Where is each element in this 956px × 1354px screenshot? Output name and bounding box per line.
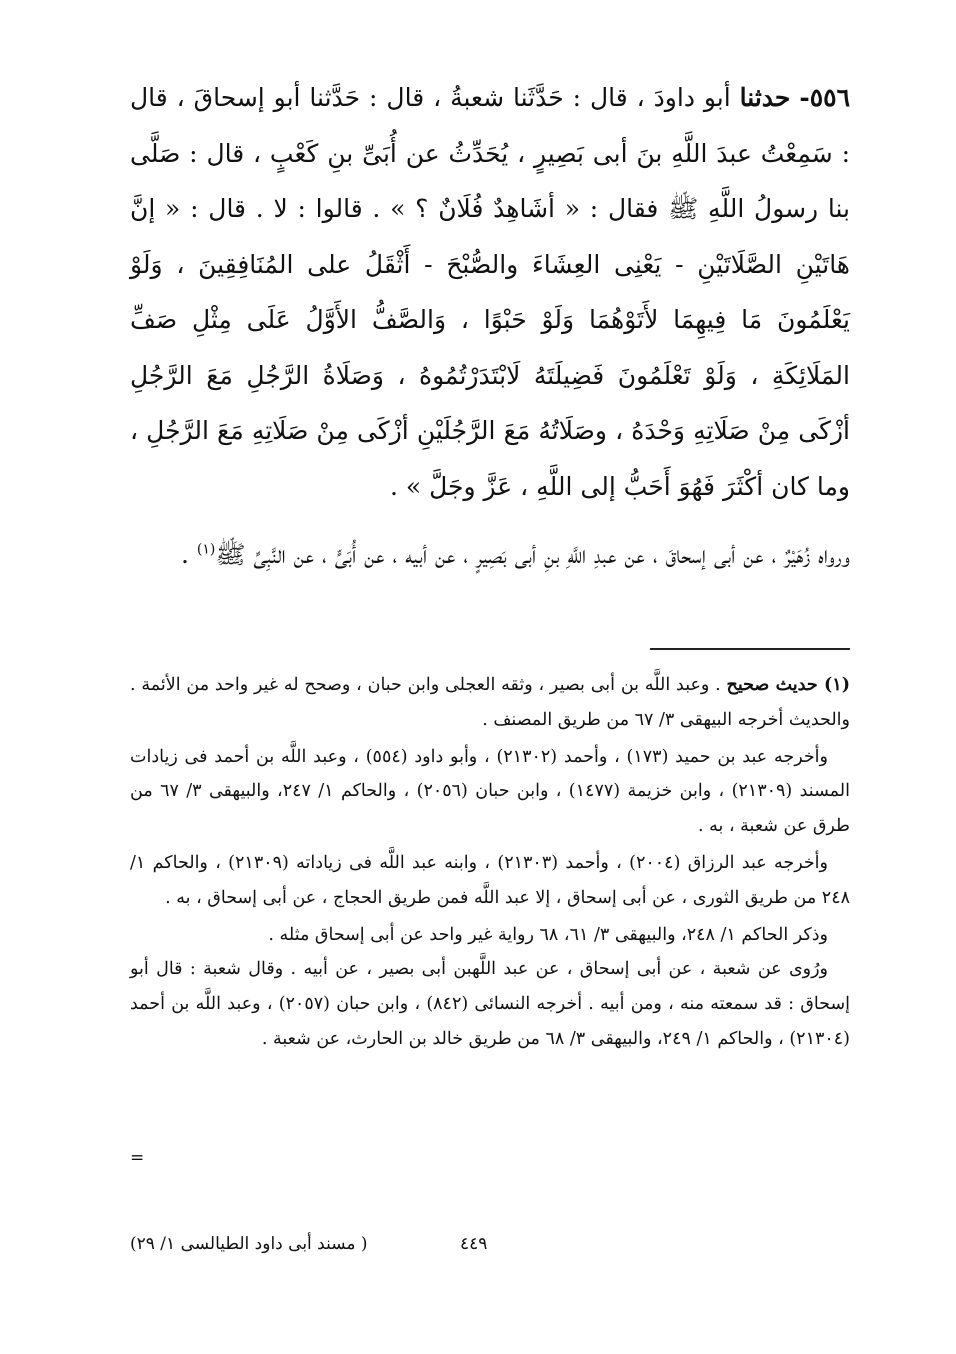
- footnote-1: [130, 668, 850, 738]
- riwaya-text: ورواه زُهَيْرٌ ، عن أبى إسحاقَ ، عن عبدِ اللَّهِ بنِ أبى بَصِيرٍ ، عن أبيه ، عن أُبَىٍّ ، عن النَّبِىِّ ﷺ: [215, 540, 850, 569]
- footnote-paragraph-5: ورُوى عن شعبة ، عن أبى إسحاق ، عن عبد اللَّهبن أبى بصير ، عن أبيه . وقال شعبة : قال أبو إسحاق : قد سمعته منه ، ومن أبيه . أخرجه النسائى (٨٤٢) ، وابن حبان (٢٠٥٧) ، وعبد اللَّه بن أحمد (٢١٣٠٤) ، والحاكم ١/ ٢٤٩، والبيهقى ٣/ ٦٨ من طريق خالد بن الحارث، عن شعبة .: [130, 959, 850, 1049]
- hadith-text: أبو داودَ ، قال : حَدَّثَنا شعبةُ ، قال : حَدَّثنا أبو إسحاقَ ، قال : سَمِعْتُ عبدَ اللَّهِ بنَ أبى بَصِيرٍ ، يُحَدِّثُ عن أُبَىِّ بنِ كَعْبٍ ، قال : صَلَّى بنا رسولُ اللَّهِ ﷺ فقال : « أشَاهِدٌ فُلَانٌ ؟ » . قالوا : لا . قال : « إنَّ هَاتَيْنِ الصَّلَاتَيْنِ - يَعْنِى العِشَاءَ والصُّبْحَ - أَثْقَلُ على المُنَافِقِينَ ، وَلَوْ يَعْلَمُونَ مَا فِيهِمَا لأَتَوْهُمَا وَلَوْ حَبْوًا ، وَالصَّفُّ الأَوَّلُ عَلَى مِثْلِ صَفِّ المَلَائِكَةِ ، وَلَوْ تَعْلَمُونَ فَضِيلَتَهُ لَابْتَدَرْتُمُوهُ ، وَصَلَاةُ الرَّجُلِ مَعَ الرَّجُلِ أزْكَى مِنْ صَلَاتِهِ وَحْدَهُ ، وصَلَاتُهُ مَعَ الرَّجُلَيْنِ أزْكَى مِنْ صَلَاتِهِ مَعَ الرَّجُلِ ، وما كان أكْثَرَ فَهُوَ أَحَبُّ إلى اللَّهِ ، عَزَّ وجَلَّ » .: [130, 83, 850, 501]
- hadith-lead-word: حدثنا: [739, 83, 791, 112]
- riwaya-end: .: [180, 540, 197, 569]
- running-title: ( مسند أبى داود الطيالسى ١/ ٢٩): [130, 1234, 368, 1254]
- footnote-1-lead: (١) حديث صحيح: [726, 675, 850, 695]
- footnote-separator: [650, 648, 850, 650]
- book-page: [130, 60, 850, 1300]
- page-number: ٤٤٩: [460, 1234, 488, 1254]
- footnote-1-text: . وعبد اللَّه بن أبى بصير ، وثقه العجلى وابن حبان ، وصحح له غير واحد من الأئمة . والحديث أخرجه البيهقى ٣/ ٦٧ من طريق المصنف .: [130, 675, 850, 730]
- hadith-number: ٥٥٦-: [799, 83, 851, 112]
- riwaya-paragraph: [150, 530, 850, 579]
- footnote-paragraph-2: وأخرجه عبد بن حميد (١٧٣) ، وأحمد (٢١٣٠٢) ، وأبو داود (٥٥٤) ، وعبد اللَّه بن أحمد فى زيادات المسند (٢١٣٠٩) ، وابن خزيمة (١٤٧٧) ، وابن حبان (٢٠٥٦) ، والحاكم ١/ ٢٤٧، والبيهقى ٣/ ٦٧ من طرق عن شعبة ، به .: [130, 746, 850, 837]
- page-footer: [130, 1234, 850, 1264]
- hadith-556: [130, 70, 850, 514]
- hadith-body: [130, 70, 851, 569]
- footnote-reference: (١): [196, 541, 216, 558]
- footnote-paragraph-3: وأخرجه عبد الرزاق (٢٠٠٤) ، وأحمد (٢١٣٠٣) ، وابنه عبد اللَّه فى زياداته (٢١٣٠٩) ، والحاكم ١/ ٢٤٨ من طريق الثورى ، عن أبى إسحاق ، إلا عبد اللَّه فمن طريق الحجاج ، عن أبى إسحاق ، به .: [130, 852, 850, 908]
- footnotes: [130, 668, 850, 1057]
- continuation-mark: =: [130, 1148, 145, 1168]
- footnote-paragraph-4: وذكر الحاكم ١/ ٢٤٨، والبيهقى ٣/ ٦١، ٦٨ رواية غير واحد عن أبى إسحاق مثله .: [268, 924, 828, 945]
